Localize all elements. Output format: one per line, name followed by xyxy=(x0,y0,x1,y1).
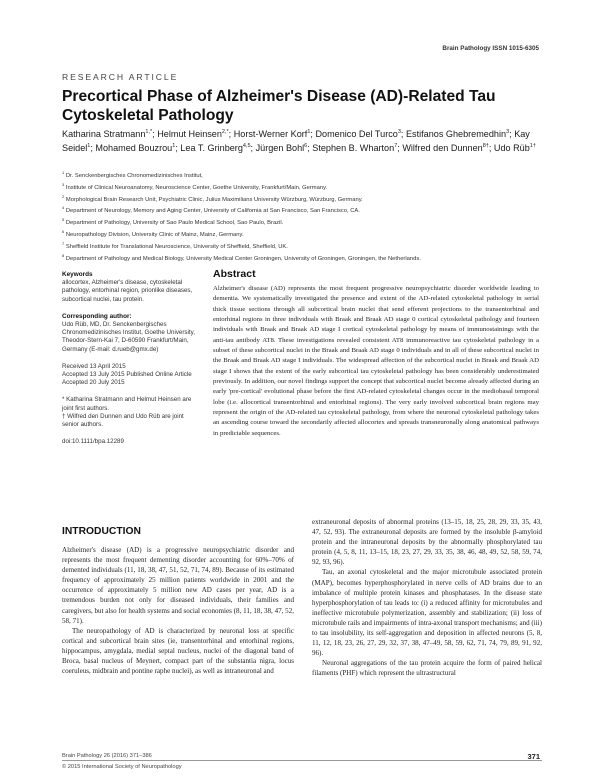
author-affiliation-marker: 1,* xyxy=(145,129,153,135)
affiliation-item xyxy=(62,228,552,240)
affiliation-text: Sheffield Institute for Translational Neuroscience, University of Sheffield, Sheffield, UK. xyxy=(65,243,288,250)
affiliation-text: Neuropathology Division, University Clinic of Mainz, Mainz, Germany. xyxy=(65,232,244,239)
abstract-heading: Abstract xyxy=(213,268,256,280)
author-name: Jürgen Bohl xyxy=(255,143,305,154)
keywords-label: Keywords xyxy=(62,271,93,278)
journal-header: Brain Pathology ISSN 1015-6305 xyxy=(442,45,539,52)
author-name: Estifanos Ghebremedhin xyxy=(405,129,507,140)
author-affiliation-marker: 7 xyxy=(394,143,398,150)
affiliation-item xyxy=(62,216,552,228)
author-affiliation-marker: 3 xyxy=(397,129,401,135)
accepted-date: Accepted 13 July 2015 Published Online Article Accepted 20 July 2015 xyxy=(62,371,192,387)
affiliation-item xyxy=(62,181,552,193)
body-paragraph: Tau, an axonal cytoskeletal and the major microtubule associated protein (MAP), becomes hyperphosphorylated in nerve cells of AD brains due to an imbalance of multiple protein kinases and phosphatases. In the disease state hyperphosphorylation of tau leads to: (i) a reduced affinity for microtubules and ineffective microtubule polymerization, assembly and stabilization; (ii) loss of microtubule rails and impairments of intra-axonal transport mechanisms; and (iii) to tau insolubility, its self-aggregation and deposition in affected neurons (5, 8, 11, 12, 18, 23, 26, 27, 29, 32, 37, 38, 47–49, 58, 59, 62, 71, 74, 79, 89, 91, 92, 96). xyxy=(312,568,542,658)
affiliation-text: Institute of Clinical Neuroanatomy, Neuroscience Center, Goethe University, Frankfurt/Main, Germany. xyxy=(65,184,328,191)
affiliation-item xyxy=(62,169,552,181)
author-name: Stephen B. Wharton xyxy=(312,143,395,154)
body-paragraph: Neuronal aggregations of the tau protein acquire the form of paired helical filaments (PHF) which represent the ultrastructural xyxy=(312,659,542,678)
body-column-left xyxy=(62,545,294,676)
affiliation-number: 8 xyxy=(62,252,65,258)
abstract-text: Alzheimer's disease (AD) represents the most frequent progressive neuropsychiatric disorder worldwide leading to dementia. We systematically investigated the presence and extent of the AD-related cytoskeletal pathology in serial thick tissue sections through all subcortical brain nuclei that send efferent projections to the transentorhinal and entorhinal regions in three individuals with Braak and Braak AD stage 0 cortical cytoskeletal pathology and fourteen individuals with Braak and Braak AD stage I cortical cytoskeletal pathology by means of immunostainings with the anti-tau antibody AT8. These investigations revealed consistent AT8 immunoreactive tau cytoskeletal pathology in a subset of these subcortical nuclei in the Braak and Braak AD stage 0 individuals and in all of these subcortical nuclei in the Braak and Braak AD stage I individuals. The widespread affection of the subcortical nuclei in Braak and Braak AD stage I shows that the extent of the early subcortical tau cytoskeletal pathology has been considerably underestimated previously. In addition, our novel findings support the concept that subcortical nuclei become already affected during an early 'pre-cortical' evolutional phase before the first AD-related cytoskeletal changes occur in the mediobasal temporal lobe (i.e. allocortical transentorhinal and entorhinal regions). The very early involved subcortical brain regions may represent the origin of the AD-related tau cytoskeletal pathology, from where the neuronal cytoskeletal pathology takes an ascending course toward the secondarily affected allocortex and spreads transneuronally along anatomical pathways in predictable sequences. xyxy=(213,285,539,437)
body-paragraph: The neuropathology of AD is characterized by neuronal loss at specific cortical and subcortical brain sites (ie, transentorhinal and entorhinal regions, hippocampus, amygdala, medial septal nucleus, nuclei of the diagonal band of Broca, basal nucleus of Meynert, compact part of the substantia nigra, locus coeruleus, midbrain and pontine raphe nuclei), as well as intraneuronal and xyxy=(62,626,294,676)
author-name: Katharina Stratmann xyxy=(62,129,146,140)
footer-journal-citation: Brain Pathology 26 (2016) 371–386 xyxy=(62,753,152,759)
article-title: Precortical Phase of Alzheimer's Disease (AD)-Related Tau Cytoskeletal Pathology xyxy=(62,88,496,124)
author-name: Mohamed Bouzrou xyxy=(95,143,173,154)
author-affiliation-marker: 6 xyxy=(304,143,308,150)
affiliation-list xyxy=(62,169,552,264)
affiliation-number: 5 xyxy=(62,217,65,223)
author-affiliation-marker: 1† xyxy=(529,143,536,150)
body-paragraph: extraneuronal deposits of abnormal proteins (13–15, 18, 25, 28, 29, 33, 35, 43, 47, 52, 93). The extraneuronal deposits are formed by the insoluble β-amyloid protein and the intraneuronal deposits by the abnormally phosphorylated tau protein (4, 5, 8, 11, 13–15, 18, 23, 27, 29, 33, 35, 38, 46, 48, 49, 52, 58, 59, 74, 92, 93, 96). xyxy=(312,518,542,567)
author-affiliation-marker: 1 xyxy=(307,129,311,135)
author-affiliation-marker: 3 xyxy=(506,129,510,135)
keywords-text: allocortex, Alzheimer's disease, cytoskeletal pathology, entorhinal region, prionlike diseases, subcortical nuclei, tau protein. xyxy=(62,279,193,303)
corresponding-author-label: Corresponding author: xyxy=(62,312,132,320)
footer-divider xyxy=(62,760,542,761)
article-type-label: RESEARCH ARTICLE xyxy=(62,72,179,82)
body-paragraph: Alzheimer's disease (AD) is a progressive neuropsychiatric disorder and represents the most frequent dementing disorder accounting for 60%–70% of demented individuals (11, 18, 38, 47, 51, 52, 71, 74, 89). Because of its estimated frequency of approximately 25 million patients worldwide in 2001 and the occurrence of approximately 5 million new AD cases per year, AD is a tremendous burden not only for diseased individuals, their families and caregivers, but also for health systems and social economies (8, 11, 18, 38, 47, 52, 58, 71). xyxy=(62,546,294,625)
affiliation-number: 3 xyxy=(62,181,65,187)
affiliation-number: 1 xyxy=(62,170,65,175)
affiliation-item xyxy=(62,252,552,264)
affiliation-number: 2 xyxy=(62,193,65,199)
joint-senior-authors-note: † Wilfred den Dunnen and Udo Rüb are joint senior authors. xyxy=(62,412,184,429)
introduction-heading: INTRODUCTION xyxy=(62,526,141,537)
author-affiliation-marker: 1 xyxy=(172,143,176,150)
doi-link[interactable]: doi:10.1111/bpa.12289 xyxy=(62,438,124,446)
affiliation-number: 7 xyxy=(62,240,65,246)
author-affiliation-marker: 4,5 xyxy=(242,143,251,150)
author-list: Katharina Stratmann$^{1,*}$; Helmut Heinsen$^{2,*}$; Horst-Werner Korf$^1$; Domenico Del Turco$^3$; Estifanos Ghebremedhin$^3$; Kay Seidel$^1$; Mohamed Bouzrou$^1$; Lea T. Grinberg$^{4,5}$; Jürgen Bohl$^6$; Stephen B. Wharton$^7$; Wilfred den Dunnen$^{8\dagger}$; Udo Rüb$^{1\dagger}$ xyxy=(62,129,536,154)
author-affiliation-marker: 8† xyxy=(482,143,489,150)
author-name: Helmut Heinsen xyxy=(157,129,222,140)
affiliation-number: 6 xyxy=(62,229,65,235)
author-name: Lea T. Grinberg xyxy=(180,143,243,154)
body-column-right xyxy=(312,517,542,679)
joint-first-authors-note: * Katharina Stratmann and Helmut Heinsen are joint first authors. xyxy=(62,396,192,412)
affiliation-item xyxy=(62,204,552,216)
corresponding-author-text: Udo Rüb, MD, Dr. Senckenbergisches Chronomedizinisches Institut, Goethe University, Theodor-Stern-Kai 7, D-60590 Frankfurt/Main, Germany (E-mail: d.rueb@gmx.de) xyxy=(62,321,195,353)
affiliation-item xyxy=(62,193,552,205)
affiliation-item xyxy=(62,240,552,252)
affiliation-text: Department of Pathology and Medical Biology, University Medical Center Groningen, University of Groningen, Groningen, the Netherlands. xyxy=(65,255,421,262)
received-date: Received 13 April 2015 xyxy=(62,362,126,370)
author-name: Kay Seidel xyxy=(62,129,530,154)
author-affiliation-marker: 2,* xyxy=(221,129,229,135)
affiliation-text: Department of Neurology, Memory and Aging Center, University of California at San Francisco, San Francisco, CA. xyxy=(65,208,360,215)
footer-copyright: © 2015 International Society of Neuropathology xyxy=(62,764,182,770)
author-name: Wilfred den Dunnen xyxy=(402,143,483,154)
affiliation-text: Department of Pathology, University of Sao Paulo Medical School, Sao Paulo, Brazil. xyxy=(65,220,284,227)
author-name: Udo Rüb xyxy=(493,143,530,154)
article-info-sidebar xyxy=(62,271,197,446)
author-affiliation-marker: 1 xyxy=(87,143,91,150)
affiliation-number: 4 xyxy=(62,205,65,211)
affiliation-text: Morphological Brain Research Unit, Psychiatric Clinic, Julius Maximilians University Würzburg, Würzburg, Germany. xyxy=(65,196,363,203)
author-name: Horst-Werner Korf xyxy=(233,129,308,140)
author-name: Domenico Del Turco xyxy=(315,129,398,140)
page-number: 371 xyxy=(527,752,540,761)
affiliation-text: Dr. Senckenbergisches Chronomedizinisches Institut, xyxy=(65,172,203,179)
